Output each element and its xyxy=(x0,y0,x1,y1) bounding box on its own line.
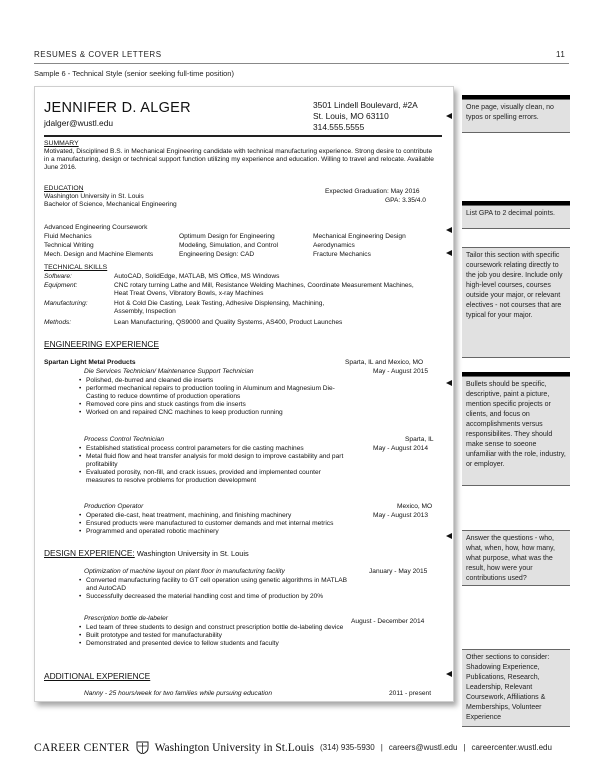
skill-value: Lean Manufacturing, QS9000 and Quality Systems, AS400, Product Launches xyxy=(114,319,343,326)
role-location: Mexico, MO xyxy=(397,503,433,510)
graduation-date: Expected Graduation: May 2016 xyxy=(325,188,420,195)
design-heading: DESIGN EXPERIENCE: xyxy=(44,548,135,558)
bullet-item: • Established statistical process control parameters for die casting machines xyxy=(79,445,344,453)
education-heading: EDUCATION xyxy=(44,185,84,192)
course: Fluid Mechanics xyxy=(44,233,92,240)
footer-separator: | xyxy=(463,743,466,752)
skill-value: CNC rotary turning Lathe and Mill, Resistance Welding Machines, Coordinate Measurement Machines, Heat Treat Ovens, Vibratory Bowls, x-ray Machines xyxy=(114,282,414,297)
project-dates: January - May 2015 xyxy=(369,568,428,575)
project-bullets xyxy=(79,624,344,648)
course: Aerodynamics xyxy=(313,242,355,249)
page-footer xyxy=(34,741,552,754)
bullet-item: • Removed core pins and stuck castings from die inserts xyxy=(79,401,349,409)
course: Modeling, Simulation, and Control xyxy=(179,242,278,249)
skill-value: Hot & Cold Die Casting, Leak Testing, Adhesive Displensing, Machining, Assembly, Inspection xyxy=(114,300,325,315)
skill-value: AutoCAD, SolidEdge, MATLAB, MS Office, MS Windows xyxy=(114,273,280,280)
role-location: Sparta, IL xyxy=(405,436,434,443)
resume-address-line2: St. Louis, MO 63110 xyxy=(313,111,389,121)
note-arrow-icon xyxy=(446,380,452,386)
note-arrow-icon xyxy=(446,533,452,539)
bullet-item: • Ensured products were manufactured to customer demands and met internal metrics xyxy=(79,520,379,528)
page-number: 11 xyxy=(556,50,566,59)
additional-heading: ADDITIONAL EXPERIENCE xyxy=(44,671,151,681)
project-dates: August - December 2014 xyxy=(351,618,425,625)
company-location: Sparta, IL and Mexico, MO xyxy=(345,359,424,366)
name-divider xyxy=(44,135,442,137)
bullet-item: • Operated die-cast, heat treatment, machining, and finishing machinery xyxy=(79,512,379,520)
role-bullets xyxy=(79,512,379,536)
resume-card xyxy=(34,86,454,702)
additional-dates: 2011 - present xyxy=(389,690,432,697)
design-org: Washington University in St. Louis xyxy=(134,549,249,558)
bullet-item: • Programmed and operated robotic machinery xyxy=(79,528,379,536)
footer-website[interactable]: careercenter.wustl.edu xyxy=(471,743,552,752)
skill-label: Software: xyxy=(44,273,72,280)
bullet-item: • Successfully decreased the material handling cost and time of production by 20% xyxy=(79,593,354,601)
course: Optimum Design for Engineering xyxy=(179,233,275,240)
role-dates: May - August 2014 xyxy=(373,445,428,452)
role-title: Process Control Technician xyxy=(84,436,165,443)
skill-label: Methods: xyxy=(44,319,72,326)
footer-phone: (314) 935-5930 xyxy=(320,743,375,752)
note-questions: Answer the questions - who, what, when, how, how many, what purpose, what was the result, how were your contributions used? xyxy=(462,530,570,586)
header-divider xyxy=(34,63,569,64)
summary-text: Motivated, Disciplined B.S. in Mechanical Engineering candidate with technical manufacturing experience. Strong desire to contribute in a manufacturing, design or technical support function utilizing my experience and education. Willing to travel and relocate. Available June 2016. xyxy=(44,148,434,171)
resume-name: JENNIFER D. ALGER xyxy=(44,100,191,116)
gpa: GPA: 3.35/4.0 xyxy=(385,197,426,204)
role-title: Die Services Technician/ Maintenance Support Technician xyxy=(84,368,254,375)
footer-separator: | xyxy=(380,743,383,752)
course: Engineering Design: CAD xyxy=(179,251,255,258)
course: Mech. Design and Machine Elements xyxy=(44,251,154,258)
school-name: Washington University in St. Louis xyxy=(44,193,144,200)
bullet-item: • Worked on and repaired CNC machines to keep production running xyxy=(79,409,349,417)
note-arrow-icon xyxy=(446,671,452,677)
skills-heading: TECHNICAL SKILLS xyxy=(44,264,108,271)
role-title: Production Operator xyxy=(84,503,144,510)
university-name: Washington University in St.Louis xyxy=(154,741,314,754)
course: Mechanical Engineering Design xyxy=(313,233,406,240)
degree: Bachelor of Science, Mechanical Engineering xyxy=(44,201,177,208)
note-arrow-icon xyxy=(446,227,452,233)
note-gpa: List GPA to 2 decimal points. xyxy=(462,205,570,229)
university-seal-icon xyxy=(136,741,149,754)
note-arrow-icon xyxy=(446,113,452,119)
engineering-heading: ENGINEERING EXPERIENCE xyxy=(44,339,159,349)
page-header-section: RESUMES & COVER LETTERS xyxy=(34,50,162,59)
course: Fracture Mechanics xyxy=(313,251,371,258)
sample-label: Sample 6 - Technical Style (senior seeking full-time position) xyxy=(34,69,234,78)
course: Technical Writing xyxy=(44,242,94,249)
project-title: Optimization of machine layout on plant floor in manufacturing facility xyxy=(84,568,285,575)
coursework-heading: Advanced Engineering Coursework xyxy=(44,224,148,231)
role-dates: May - August 2013 xyxy=(373,512,428,519)
bullet-item: • performed mechanical repairs to production tooling in Aluminum and Magnesium Die-Casting to reduce downtime of production operations xyxy=(79,385,349,401)
design-heading-line xyxy=(44,548,249,559)
bullet-item: • Polished, de-burred and cleaned die inserts xyxy=(79,377,349,385)
bullet-item: • Evaluated porosity, non-fill, and crack issues, provided and implemented counter measures to resolve problems for production development xyxy=(79,469,344,485)
resume-address-line1: 3501 Lindell Boulevard, #2A xyxy=(313,100,418,110)
note-visual-clean: One page, visually clean, no typos or spelling errors. xyxy=(462,99,570,133)
note-bullets: Bullets should be specific, descriptive, paint a picture, mention specific projects or clients, and focus on accomplishments versus responsibilites. They should make sense to soeone unfamiliar with the role, industry, or employer. xyxy=(462,376,570,486)
company-name: Spartan Light Metal Products xyxy=(44,359,136,366)
project-bullets xyxy=(79,577,354,601)
additional-text: Nanny - 25 hours/week for two families while pursuing education xyxy=(84,690,273,697)
note-arrow-icon xyxy=(446,250,452,256)
summary-heading: SUMMARY xyxy=(44,140,79,147)
resume-phone: 314.555.5555 xyxy=(313,122,365,132)
role-dates: May - August 2015 xyxy=(373,368,428,375)
bullet-item: • Built prototype and tested for manufacturability xyxy=(79,632,344,640)
skill-label: Equipment: xyxy=(44,282,78,289)
resume-email: jdalger@wustl.edu xyxy=(44,118,114,128)
role-bullets xyxy=(79,445,344,485)
bullet-item: • Demonstrated and presented device to fellow students and faculty xyxy=(79,640,344,648)
project-title: Prescription bottle de-labeler xyxy=(84,615,168,622)
career-center-logo: CAREER CENTER xyxy=(34,741,130,754)
bullet-item: • Led team of three students to design and construct prescription bottle de-labeling device xyxy=(79,624,344,632)
bullet-item: • Metal fluid flow and heat transfer analysis for mold design to improve castability and part profitability xyxy=(79,453,344,469)
note-other-sections: Other sections to consider: Shadowing Experience, Publications, Research, Leadership, Relevant Coursework, Affiliations & Memberships, Volunteer Experience xyxy=(462,649,570,727)
bullet-item: • Converted manufacturing facility to GT cell operation using genetic algorithms in MATLAB and AutoCAD xyxy=(79,577,354,593)
role-bullets xyxy=(79,377,349,417)
skill-label: Manufacturing: xyxy=(44,300,88,307)
footer-email[interactable]: careers@wustl.edu xyxy=(388,743,458,752)
note-coursework: Tailor this section with specific coursework relating directly to the job you desire. Include only high-level courses, courses outside your major, or relevant electives - not courses that are typical for your major. xyxy=(462,247,570,358)
